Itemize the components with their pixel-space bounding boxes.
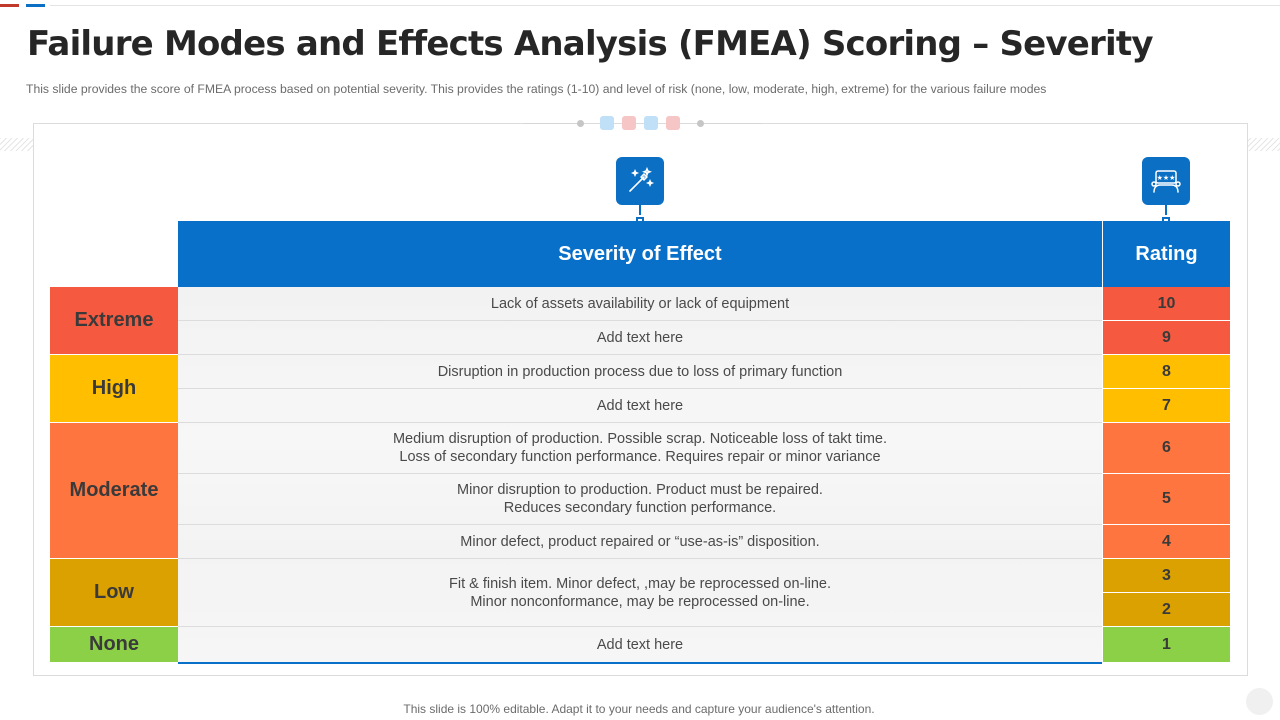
- header-severity-of-effect: Severity of Effect: [178, 221, 1102, 287]
- description-cell: Lack of assets availability or lack of equipment: [178, 287, 1102, 321]
- divider-square-1: [600, 116, 614, 130]
- divider-line-left: [523, 123, 581, 124]
- page-title: Failure Modes and Effects Analysis (FMEA) Scoring – Severity: [27, 24, 1153, 64]
- page-subtitle: This slide provides the score of FMEA process based on potential severity. This provides the ratings (1-10) and level of risk (none, low, moderate, high, extreme) for the various failure modes: [26, 82, 1047, 96]
- level-moderate: Moderate: [50, 423, 178, 559]
- footer-note: This slide is 100% editable. Adapt it to your needs and capture your audience's attention.: [403, 702, 875, 716]
- description-cell: Minor defect, product repaired or “use-as-is” disposition.: [178, 525, 1102, 559]
- rating-cell-8: 8: [1102, 355, 1230, 389]
- rating-cell-7: 7: [1102, 389, 1230, 423]
- level-extreme: Extreme: [50, 287, 178, 355]
- divider-square-3: [644, 116, 658, 130]
- description-cell: Medium disruption of production. Possible scrap. Noticeable loss of takt time. Loss of secondary function performance. Requires repair or minor variance: [178, 423, 1102, 474]
- description-cell: Fit & finish item. Minor defect, ,may be reprocessed on-line. Minor nonconformance, may be reprocessed on-line.: [178, 559, 1102, 627]
- level-high: High: [50, 355, 178, 423]
- description-cell: Add text here: [178, 321, 1102, 355]
- description-cell: Disruption in production process due to loss of primary function: [178, 355, 1102, 389]
- divider-dot-right: [697, 120, 704, 127]
- rating-icon-stem: [1165, 205, 1167, 215]
- rating-cell-5: 5: [1102, 474, 1230, 525]
- svg-text:★★★: ★★★: [1156, 174, 1176, 182]
- magic-wand-icon: [616, 157, 664, 205]
- divider-dot-left: [577, 120, 584, 127]
- severity-icon-stem: [639, 205, 641, 215]
- level-low: Low: [50, 559, 178, 627]
- divider-line-right: [704, 123, 762, 124]
- rating-cell-9: 9: [1102, 321, 1230, 355]
- rating-cell-2: 2: [1102, 593, 1230, 627]
- rating-cell-4: 4: [1102, 525, 1230, 559]
- corner-circle: [1246, 688, 1273, 715]
- header-rating: Rating: [1102, 221, 1230, 287]
- description-cell: Add text here: [178, 389, 1102, 423]
- top-accent-red: [0, 4, 19, 7]
- rating-stars-icon: [1142, 157, 1190, 205]
- description-cell: Minor disruption to production. Product must be repaired. Reduces secondary function performance.: [178, 474, 1102, 525]
- rating-cell-10: 10: [1102, 287, 1230, 321]
- rating-cell-3: 3: [1102, 559, 1230, 593]
- rating-cell-6: 6: [1102, 423, 1230, 474]
- level-none: None: [50, 627, 178, 663]
- top-rule: [50, 5, 1280, 6]
- divider-square-2: [622, 116, 636, 130]
- description-cell: Add text here: [596, 637, 684, 653]
- rating-cell-1: 1: [1102, 627, 1230, 663]
- top-accent-blue: [26, 4, 45, 7]
- divider-square-4: [666, 116, 680, 130]
